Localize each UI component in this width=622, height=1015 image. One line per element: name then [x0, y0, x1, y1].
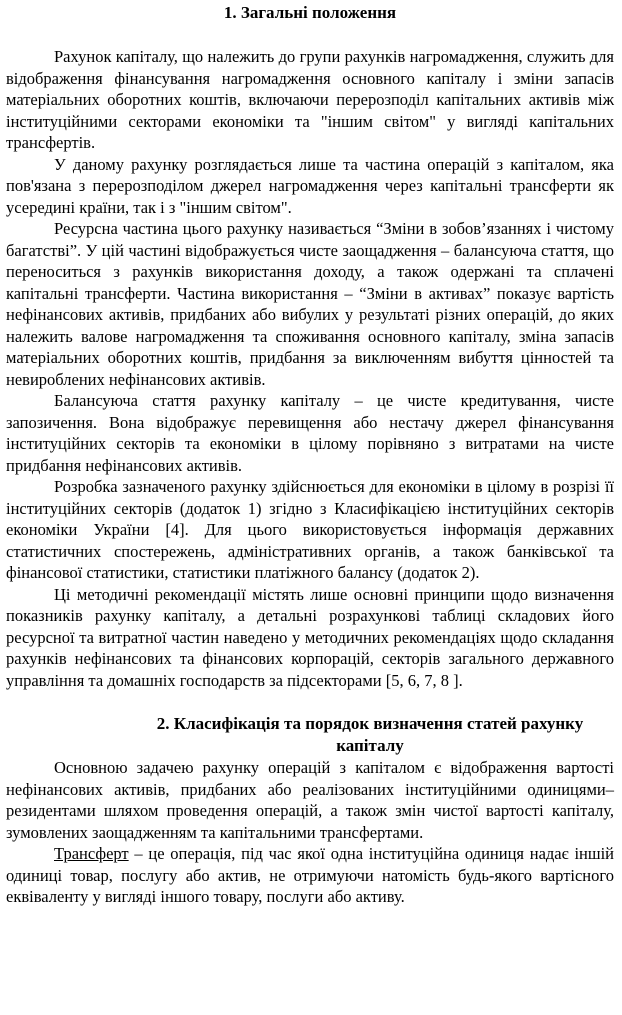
section-1-paragraph-1: Рахунок капіталу, що належить до групи рахунків нагромадження, служить для відображення фінансування нагромадження основного капіталу і зміни запасів матеріальних оборотних коштів, включаючи перерозподіл капітальних активів між інституційними секторами економіки та "іншим світом" у вигляді капітальних трансфертів. — [6, 47, 614, 152]
section-1-paragraph-2: У даному рахунку розглядається лише та частина операцій з капіталом, яка пов'язана з перерозподілом джерел нагромадження через капітальні трансферти як усередині країни, так і з "іншим світом". — [6, 154, 614, 217]
section-1-paragraph-4: Балансуюча стаття рахунку капіталу – це чисте кредитування, чисте запозичення. Вона відображує перевищення або нестачу джерел фінансування інституційних секторів та економіки в цілому порівняно з витратами на чисте придбання нефінансових активів. — [6, 391, 614, 475]
section-1-paragraph-3: Ресурсна частина цього рахунку називається “Зміни в зобов’язаннях і чистому багатстві”. У цій частині відображується чисте заощадження – балансуюча стаття, що переноситься з рахунків використання доходу, а також одержані та сплачені капітальні трансферти. Частина використання – “Зміни в активах” показує вартість нефінансових активів, придбаних або вибулих у результаті різних операцій, до яких належить валове нагромадження та споживання основного капіталу, зміна запасів матеріальних оборотних коштів, придбання за виключенням вибуття цінностей та невироблених нефінансових активів. — [6, 219, 614, 389]
transfer-term: Трансферт — [54, 844, 129, 863]
section-2-paragraph-1: Основною задачею рахунку операцій з капіталом є відображення вартості нефінансових активів, придбаних або реалізованих інституційними одиницями–резидентами шляхом проведення операцій, а також змін чистої вартості капіталу, зумовлених заощадженням та капітальними трансфертами. — [6, 758, 614, 842]
document-page — [6, 2, 614, 908]
section-1-paragraph-5: Розробка зазначеного рахунку здійснюється для економіки в цілому в розрізі її інституційних секторів (додаток 1) згідно з Класифікацією інституційних секторів економіки України [4]. Для цього використовується інформація державних статистичних спостережень, адміністративних органів, а також банківської та фінансової статистики, статистики платіжного балансу (додаток 2). — [6, 477, 614, 582]
section-1-paragraph-6: Ці методичні рекомендації містять лише основні принципи щодо визначення показників рахунку капіталу, а детальні розрахункові таблиці складових його ресурсної та витратної частин наведено у методичних рекомендаціях щодо складання рахунків нефінансових та фінансових корпорацій, секторів загального державного управління та домашніх господарств за підсекторами [5, 6, 7, 8 ]. — [6, 584, 614, 690]
section-2-paragraph-2 — [6, 843, 614, 908]
transfer-definition: – це операція, під час якої одна інституційна одиниця надає іншій одиниці товар, послугу або актив, не отримуючи натомість будь-якого вартісного еквіваленту у вигляді іншого товару, послуги або активу. — [6, 844, 614, 906]
section-2-title: 2. Класифікація та порядок визначення статей рахунку капіталу — [156, 714, 584, 755]
section-1-title: 1. Загальні положення — [223, 3, 397, 22]
